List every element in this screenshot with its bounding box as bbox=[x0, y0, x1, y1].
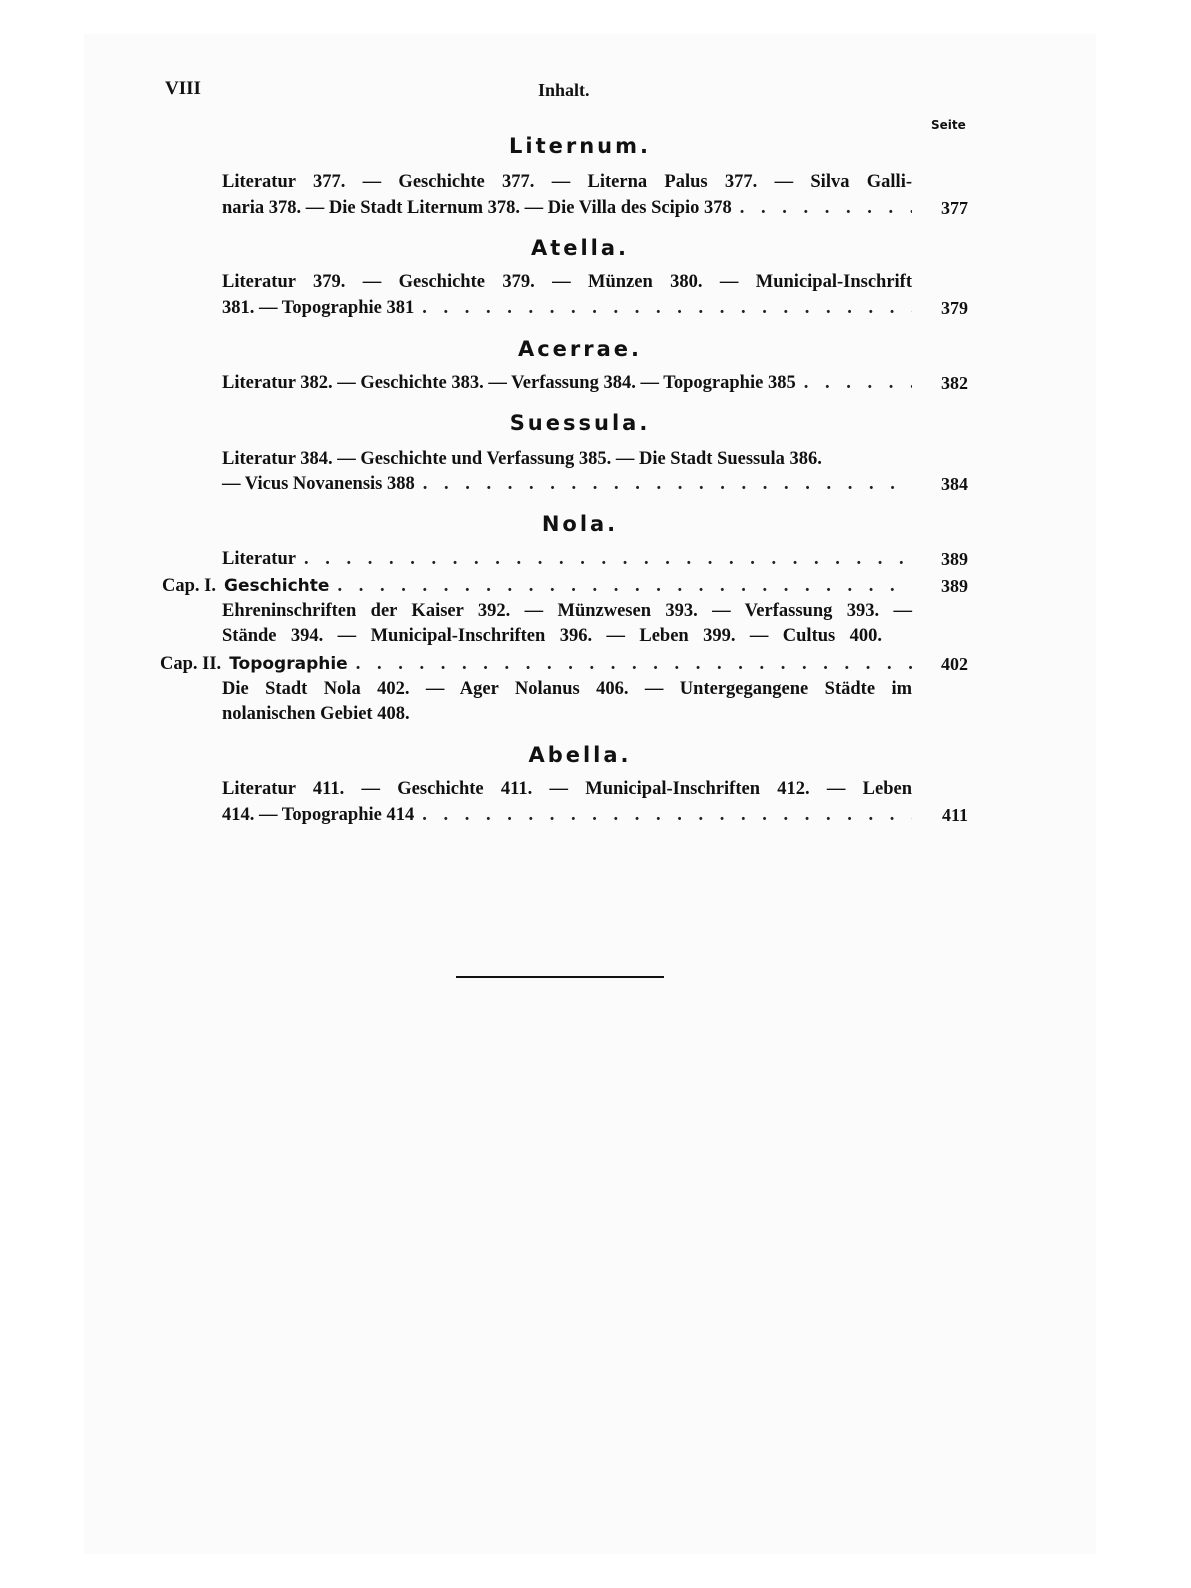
page-number: 411 bbox=[941, 805, 968, 825]
dot-leader bbox=[304, 547, 912, 571]
entry-leader-line bbox=[222, 196, 912, 220]
dot-leader bbox=[337, 574, 912, 598]
dot-leader bbox=[740, 196, 912, 220]
entry-leader-line bbox=[222, 371, 912, 395]
page-number: 377 bbox=[941, 198, 968, 218]
entry-leader-line bbox=[222, 472, 912, 496]
page-number: 389 bbox=[941, 549, 968, 569]
section-title-abella: Abella. bbox=[528, 743, 632, 767]
dot-leader bbox=[356, 652, 912, 676]
chapter-title: Geschichte bbox=[223, 576, 330, 596]
entry-line: Literatur 379. — Geschichte 379. — Münzen 380. — Municipal-Inschrift bbox=[222, 272, 912, 292]
entry-line: 381. — Topographie 381 bbox=[222, 298, 415, 318]
dot-leader bbox=[423, 472, 912, 496]
section-title-atella: Atella. bbox=[530, 236, 630, 260]
dot-leader bbox=[422, 296, 912, 320]
folio-number: VIII bbox=[165, 78, 201, 99]
entry-line: — Vicus Novanensis 388 bbox=[222, 474, 415, 494]
entry-leader-line bbox=[222, 803, 912, 827]
chapter-prefix: Cap. II. bbox=[160, 654, 222, 674]
section-title-nola: Nola. bbox=[541, 512, 619, 536]
page-number: 402 bbox=[941, 654, 968, 674]
page-number: 382 bbox=[941, 373, 968, 393]
entry-leader-line bbox=[222, 296, 912, 320]
page-number: 384 bbox=[941, 474, 968, 494]
running-title: Inhalt. bbox=[538, 80, 590, 100]
entry-line: Stände 394. — Municipal-Inschriften 396. — Leben 399. — Cultus 400. bbox=[222, 626, 882, 646]
page-number: 379 bbox=[941, 298, 968, 318]
page-number: 389 bbox=[941, 576, 968, 596]
dot-leader bbox=[422, 803, 912, 827]
chapter-heading-line bbox=[160, 652, 912, 676]
entry-line: Literatur 384. — Geschichte und Verfassung 385. — Die Stadt Suessula 386. bbox=[222, 449, 822, 469]
entry-line: Literatur 411. — Geschichte 411. — Municipal-Inschriften 412. — Leben bbox=[222, 779, 912, 799]
entry-line: naria 378. — Die Stadt Liternum 378. — Die Villa des Scipio 378 bbox=[222, 198, 732, 218]
entry-line: Literatur 377. — Geschichte 377. — Literna Palus 377. — Silva Galli- bbox=[222, 172, 912, 192]
literatur-leader-line bbox=[222, 547, 912, 571]
section-title-acerrae: Acerrae. bbox=[517, 337, 643, 361]
literatur-label: Literatur bbox=[222, 549, 296, 569]
entry-line: Ehreninschriften der Kaiser 392. — Münzwesen 393. — Verfassung 393. — bbox=[222, 601, 912, 621]
section-title-liternum: Liternum. bbox=[509, 134, 651, 158]
chapter-title: Topographie bbox=[229, 654, 348, 674]
entry-line: Die Stadt Nola 402. — Ager Nolanus 406. — Untergegangene Städte im bbox=[222, 679, 912, 699]
section-title-suessula: Suessula. bbox=[509, 411, 651, 435]
entry-line: Literatur 382. — Geschichte 383. — Verfassung 384. — Topographie 385 bbox=[222, 373, 796, 393]
chapter-heading-line bbox=[162, 574, 912, 598]
page-column-label: Seite bbox=[931, 118, 966, 132]
dot-leader bbox=[804, 371, 912, 395]
chapter-prefix: Cap. I. bbox=[162, 576, 216, 596]
closing-rule bbox=[456, 976, 664, 978]
entry-line: 414. — Topographie 414 bbox=[222, 805, 415, 825]
entry-line: nolanischen Gebiet 408. bbox=[222, 704, 410, 724]
